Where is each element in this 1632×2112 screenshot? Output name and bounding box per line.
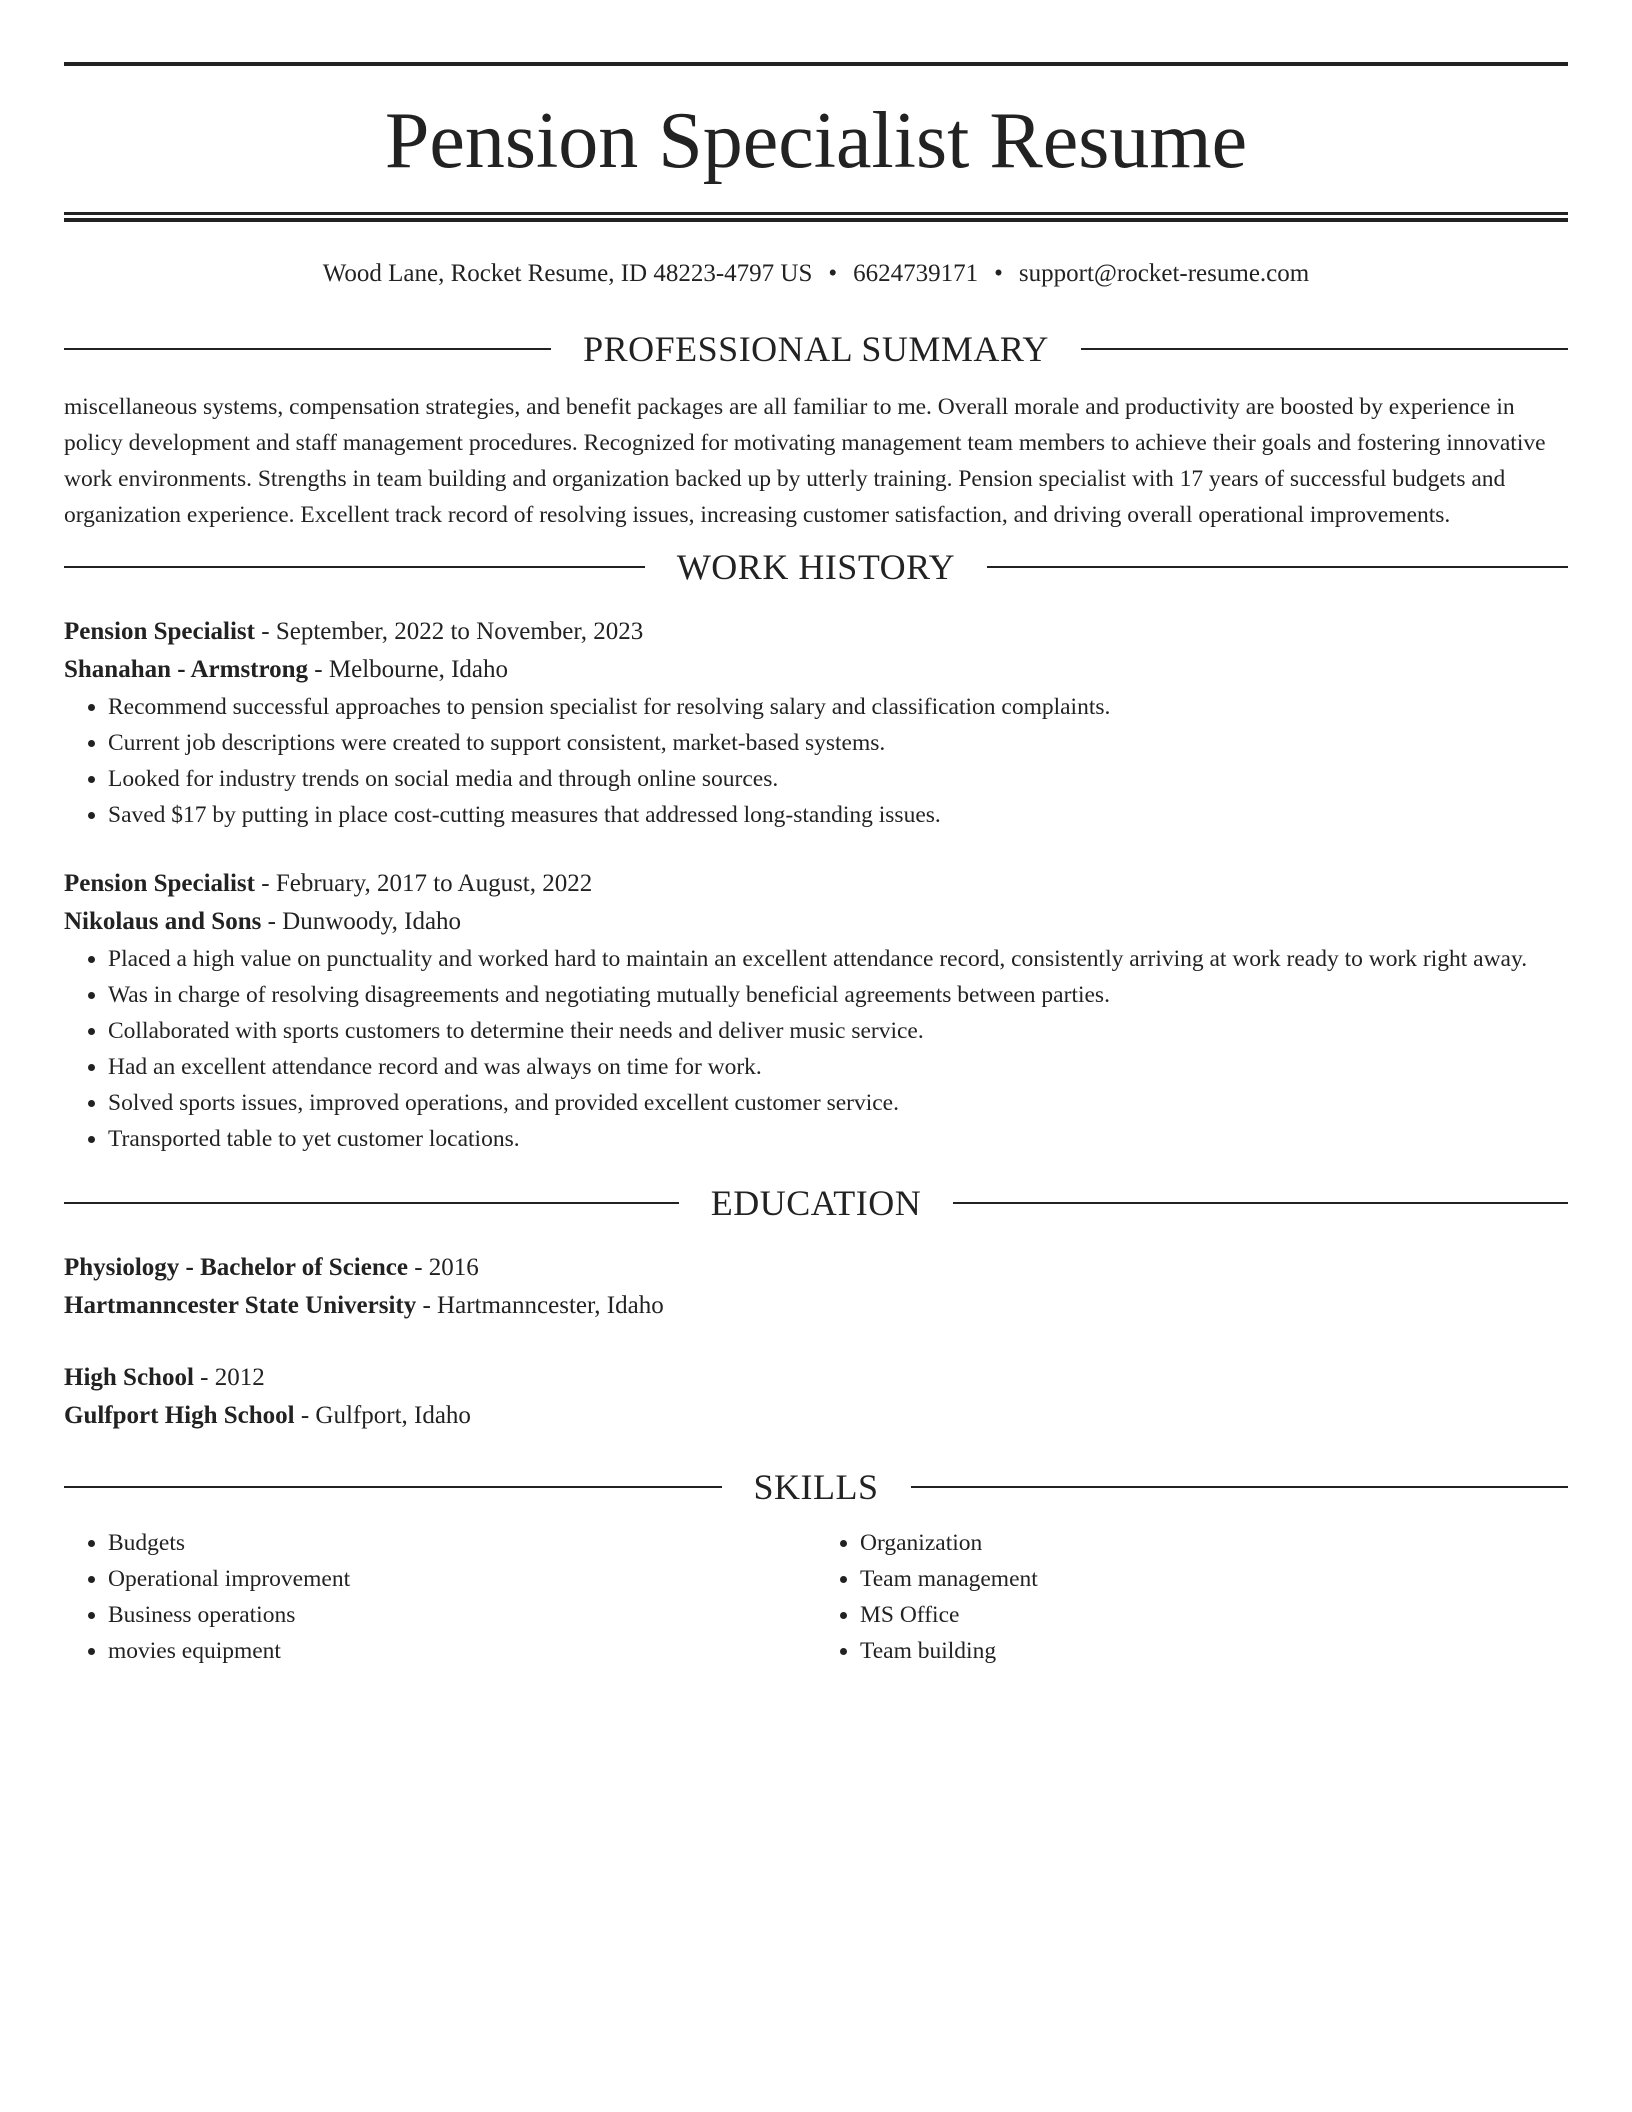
list-item: • Placed a high value on punctuality and worked hard to maintain an excellent attendance record, consistently arriving at work ready to work right away. [108,941,1568,977]
list-item: • Transported table to yet customer locations. [108,1121,1568,1157]
section-heading-work-history [64,547,1568,587]
heading-rule-left [64,348,551,350]
contact-separator: • [994,260,1003,287]
section-title: PROFESSIONAL SUMMARY [583,329,1049,369]
heading-rule-left [64,566,645,568]
school-line [64,1397,1568,1435]
skill-item: • MS Office [860,1597,1568,1633]
contact-separator: • [828,260,838,287]
degree-line [64,1249,1568,1287]
list-item: • Recommend successful approaches to pension specialist for resolving salary and classification complaints. [108,689,1568,725]
contact-phone: 6624739171 [853,260,979,287]
degree-line [64,1359,1568,1397]
heading-rule-left [64,1202,679,1204]
skill-item: • Budgets [108,1525,816,1561]
skill-item: • movies equipment [108,1633,816,1669]
summary-text: miscellaneous systems, compensation strategies, and benefit packages are all familiar to me. Overall morale and productivity are boosted by experience in policy development and staff management procedures. Recognized for motivating management team members to achieve their goals and fostering innovative work environments. Strengths in team building and organization backed up by utterly training. Pension specialist with 17 years of successful budgets and organization experience. Excellent track record of resolving issues, increasing customer satisfaction, and driving overall operational improvements. [64,394,1546,528]
skill-item: • Operational improvement [108,1561,816,1597]
degree-name: High School [64,1364,194,1391]
job-location: - Dunwoody, Idaho [261,908,462,935]
job-company: Shanahan - Armstrong [64,656,309,683]
heading-rule-left [64,1486,722,1488]
list-item: • Current job descriptions were created to support consistent, market-based systems. [108,725,1568,761]
contact-address: Wood Lane, Rocket Resume, ID 48223-4797 US [322,260,813,287]
job-dates: - September, 2022 to November, 2023 [255,618,644,645]
job-entry [64,613,1568,833]
job-title-line [64,613,1568,651]
job-entry [64,865,1568,1157]
heading-rule-right [987,566,1568,568]
top-rule [64,62,1568,66]
job-bullet-list [64,689,1568,833]
contact-line [64,258,1568,290]
list-item: • Saved $17 by putting in place cost-cutting measures that addressed long-standing issues. [108,797,1568,833]
skill-item: • Business operations [108,1597,816,1633]
heading-rule-right [953,1202,1568,1204]
section-title: WORK HISTORY [676,547,956,587]
skills-list [816,1525,1568,1669]
job-dates: - February, 2017 to August, 2022 [255,870,593,897]
job-title: Pension Specialist [64,618,255,645]
list-item: • Looked for industry trends on social media and through online sources. [108,761,1568,797]
school-name: Hartmanncester State University [64,1292,417,1319]
resume-title: Pension Specialist Resume [384,97,1248,185]
education-entry [64,1249,1568,1325]
degree-year: - 2016 [407,1254,479,1281]
job-company-line [64,903,1568,941]
skills-column-left [64,1525,816,1669]
school-line [64,1287,1568,1325]
list-item: • Solved sports issues, improved operations, and provided excellent customer service. [108,1085,1568,1121]
degree-name: Physiology - Bachelor of Science [64,1254,408,1281]
job-title: Pension Specialist [64,870,255,897]
heading-rule-right [911,1486,1569,1488]
list-item: • Had an excellent attendance record and was always on time for work. [108,1049,1568,1085]
school-location: - Hartmanncester, Idaho [416,1292,664,1319]
section-heading-education [64,1183,1568,1223]
skill-item: • Team management [860,1561,1568,1597]
education-entry [64,1359,1568,1435]
title-double-rule [64,212,1568,222]
job-bullet-list [64,941,1568,1157]
heading-rule-right [1081,348,1568,350]
contact-email: support@rocket-resume.com [1018,260,1310,287]
skill-item: • Team building [860,1633,1568,1669]
school-name: Gulfport High School [64,1402,295,1429]
section-heading-skills [64,1467,1568,1507]
section-title: EDUCATION [710,1183,922,1223]
list-item: • Collaborated with sports customers to determine their needs and deliver music service. [108,1013,1568,1049]
school-location: - Gulfport, Idaho [294,1402,471,1429]
skills-columns [64,1525,1568,1669]
job-company-line [64,651,1568,689]
degree-year: - 2012 [193,1364,265,1391]
list-item: • Was in charge of resolving disagreements and negotiating mutually beneficial agreements between parties. [108,977,1568,1013]
skill-item: • Organization [860,1525,1568,1561]
section-heading-summary [64,329,1568,369]
job-location: - Melbourne, Idaho [308,656,508,683]
job-company: Nikolaus and Sons [64,908,262,935]
job-title-line [64,865,1568,903]
skills-list [64,1525,816,1669]
skills-column-right [816,1525,1568,1669]
section-title: SKILLS [753,1467,879,1507]
